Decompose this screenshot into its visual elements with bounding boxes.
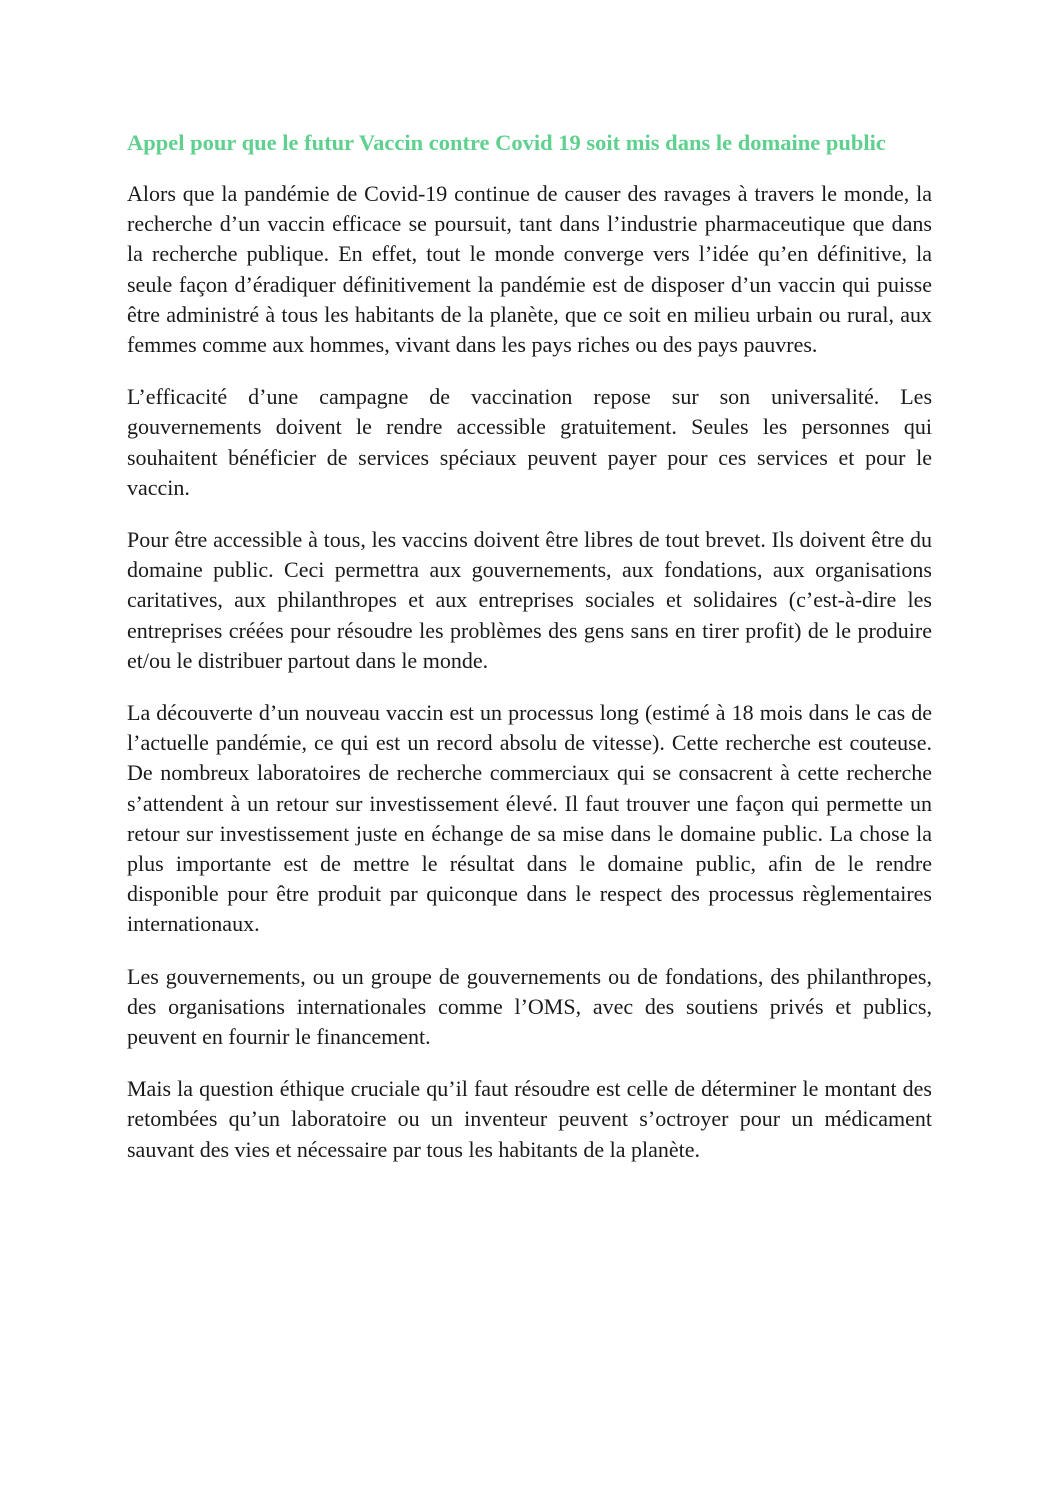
document-body (127, 124, 932, 1187)
paragraph-1: Alors que la pandémie de Covid-19 continue de causer des ravages à travers le monde, la recherche d’un vaccin efficace se poursuit, tant dans l’industrie pharmaceutique que dans la recherche publique. En effet, tout le monde converge vers l’idée qu’en définitive, la seule façon d’éradiquer définitivement la pandémie est de disposer d’un vaccin qui puisse être administré à tous les habitants de la planète, que ce soit en milieu urbain ou rural, aux femmes comme aux hommes, vivant dans les pays riches ou des pays pauvres. (127, 181, 932, 358)
paragraph-4: La découverte d’un nouveau vaccin est un processus long (estimé à 18 mois dans le cas de l’actuelle pandémie, ce qui est un record absolu de vitesse). Cette recherche est couteuse. De nombreux laboratoires de recherche commerciaux qui se consacrent à cette recherche s’attendent à un retour sur investissement élevé. Il faut trouver une façon qui permette un retour sur investissement juste en échange de sa mise dans le domaine public. La chose la plus importante est de mettre le résultat dans le domaine public, afin de le rendre disponible pour être produit par quiconque dans le respect des processus règlementaires internationaux. (127, 700, 932, 937)
document-title: Appel pour que le futur Vaccin contre Covid 19 soit mis dans le domaine public (127, 130, 886, 155)
paragraph-5: Les gouvernements, ou un groupe de gouvernements ou de fondations, des philanthropes, des organisations internationales comme l’OMS, avec des soutiens privés et publics, peuvent en fournir le financement. (127, 963, 932, 1050)
paragraph-3: Pour être accessible à tous, les vaccins doivent être libres de tout brevet. Ils doivent être du domaine public. Ceci permettra aux gouvernements, aux fondations, aux organisations caritatives, aux philanthropes et aux entreprises sociales et solidaires (c’est-à-dire les entreprises créées pour résoudre les problèmes des gens sans en tirer profit) de le produire et/ou le distribuer partout dans le monde. (127, 527, 932, 673)
paragraph-6: Mais la question éthique cruciale qu’il faut résoudre est celle de déterminer le montant des retombées qu’un laboratoire ou un inventeur peuvent s’octroyer pour un médicament sauvant des vies et nécessaire par tous les habitants de la planète. (127, 1076, 932, 1162)
paragraph-2: L’efficacité d’une campagne de vaccination repose sur son universalité. Les gouvernements doivent le rendre accessible gratuitement. Seules les personnes qui souhaitent bénéficier de services spéciaux peuvent payer pour ces services et pour le vaccin. (127, 384, 932, 500)
